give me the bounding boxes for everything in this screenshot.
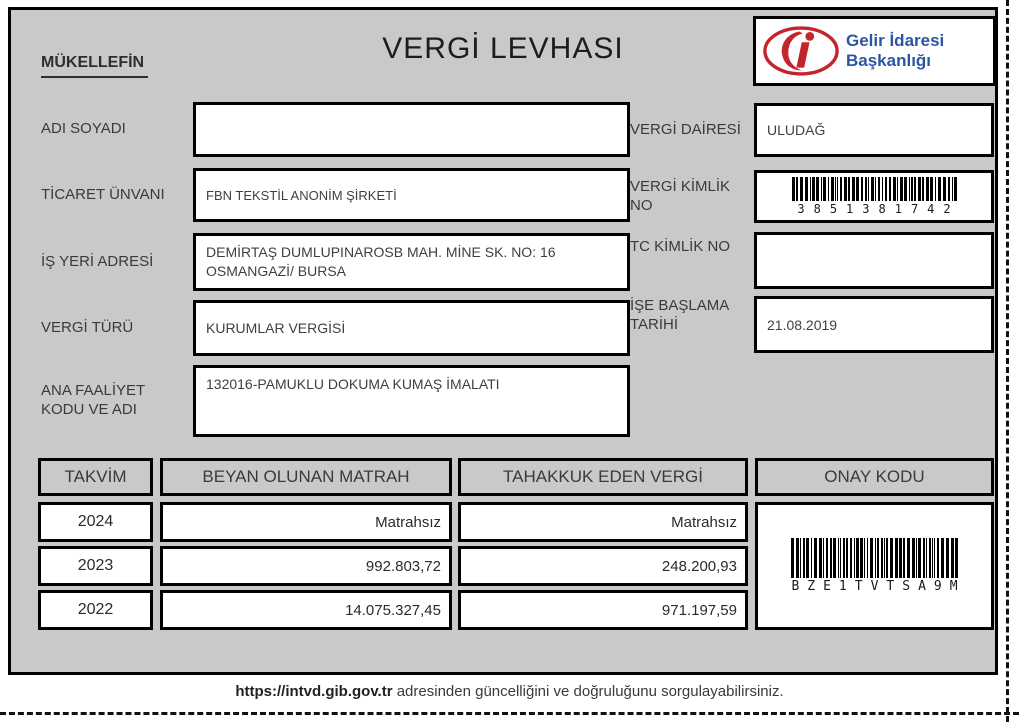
page-cut-border-bottom [0, 712, 1019, 715]
table-header-onay-kodu: ONAY KODU [755, 458, 994, 496]
gib-logo-line2: Başkanlığı [846, 51, 932, 70]
vergi-kimlik-barcode-digits: 3851381742 [797, 202, 960, 216]
gib-logo-text [846, 31, 944, 70]
gib-logo [753, 16, 996, 86]
value-vergi-dairesi: ULUDAĞ [754, 103, 994, 157]
table-row-year: 2024 [38, 502, 153, 542]
footer-note [0, 683, 1019, 700]
table-row-year: 2022 [38, 590, 153, 630]
value-ana-faaliyet: 132016-PAMUKLU DOKUMA KUMAŞ İMALATI [193, 365, 630, 437]
page-title: VERGİ LEVHASI [382, 32, 624, 65]
table-row-vergi: 971.197,59 [458, 590, 748, 630]
page-cut-border-right [1006, 0, 1009, 722]
label-vergi-dairesi: VERGİ DAİRESİ [630, 120, 741, 138]
gib-emblem-icon [762, 24, 840, 78]
value-is-yeri-adresi-text: DEMİRTAŞ DUMLUPINAROSB MAH. MİNE SK. NO: 16 OSMANGAZİ/ BURSA [206, 244, 556, 279]
table-row-matrah: Matrahsız [160, 502, 452, 542]
table-header-takvim: TAKVİM [38, 458, 153, 496]
vergi-kimlik-barcode [763, 177, 985, 216]
table-row-matrah: 14.075.327,45 [160, 590, 452, 630]
document-sheet [8, 7, 998, 675]
value-ise-baslama-tarihi: 21.08.2019 [754, 296, 994, 353]
label-vergi-turu: VERGİ TÜRÜ [41, 318, 134, 336]
table-row-year: 2023 [38, 546, 153, 586]
table-row-vergi: Matrahsız [458, 502, 748, 542]
value-is-yeri-adresi [193, 233, 630, 291]
onay-kodu-cell [755, 502, 994, 630]
label-ana-faaliyet: ANA FAALİYET KODU VE ADI [41, 382, 145, 418]
value-ticaret-unvani: FBN TEKSTİL ANONİM ŞİRKETİ [193, 168, 630, 222]
footer-text: adresinden güncelliğini ve doğruluğunu sorgulayabilirsiniz. [396, 683, 784, 700]
label-ticaret-unvani: TİCARET ÜNVANI [41, 185, 165, 203]
onay-kodu-barcode-bars [791, 538, 958, 578]
label-vergi-kimlik-no: VERGİ KİMLİK NO [630, 177, 731, 214]
gib-logo-line1: Gelir İdaresi [846, 31, 945, 51]
label-is-yeri-adresi: İŞ YERİ ADRESİ [41, 252, 154, 270]
onay-kodu-barcode [758, 538, 991, 594]
value-vergi-kimlik-no-box [754, 170, 994, 223]
table-row-vergi: 248.200,93 [458, 546, 748, 586]
table-header-vergi: TAHAKKUK EDEN VERGİ [458, 458, 748, 496]
table-header-matrah: BEYAN OLUNAN MATRAH [160, 458, 452, 496]
footer-url: https://intvd.gib.gov.tr [235, 683, 393, 700]
value-tc-kimlik-no [754, 232, 994, 289]
label-tc-kimlik-no: TC KİMLİK NO [630, 237, 731, 255]
value-vergi-turu: KURUMLAR VERGİSİ [193, 300, 630, 356]
value-adi-soyadi [193, 102, 630, 157]
onay-kodu-barcode-text: BZE1TVTSA9M [791, 579, 966, 594]
section-label-mukellefin: MÜKELLEFİN [41, 54, 148, 78]
label-ise-baslama-tarihi: İŞE BAŞLAMA TARİHİ [630, 297, 729, 333]
vergi-kimlik-barcode-bars [792, 177, 957, 201]
label-adi-soyadi: ADI SOYADI [41, 120, 126, 138]
table-row-matrah: 992.803,72 [160, 546, 452, 586]
